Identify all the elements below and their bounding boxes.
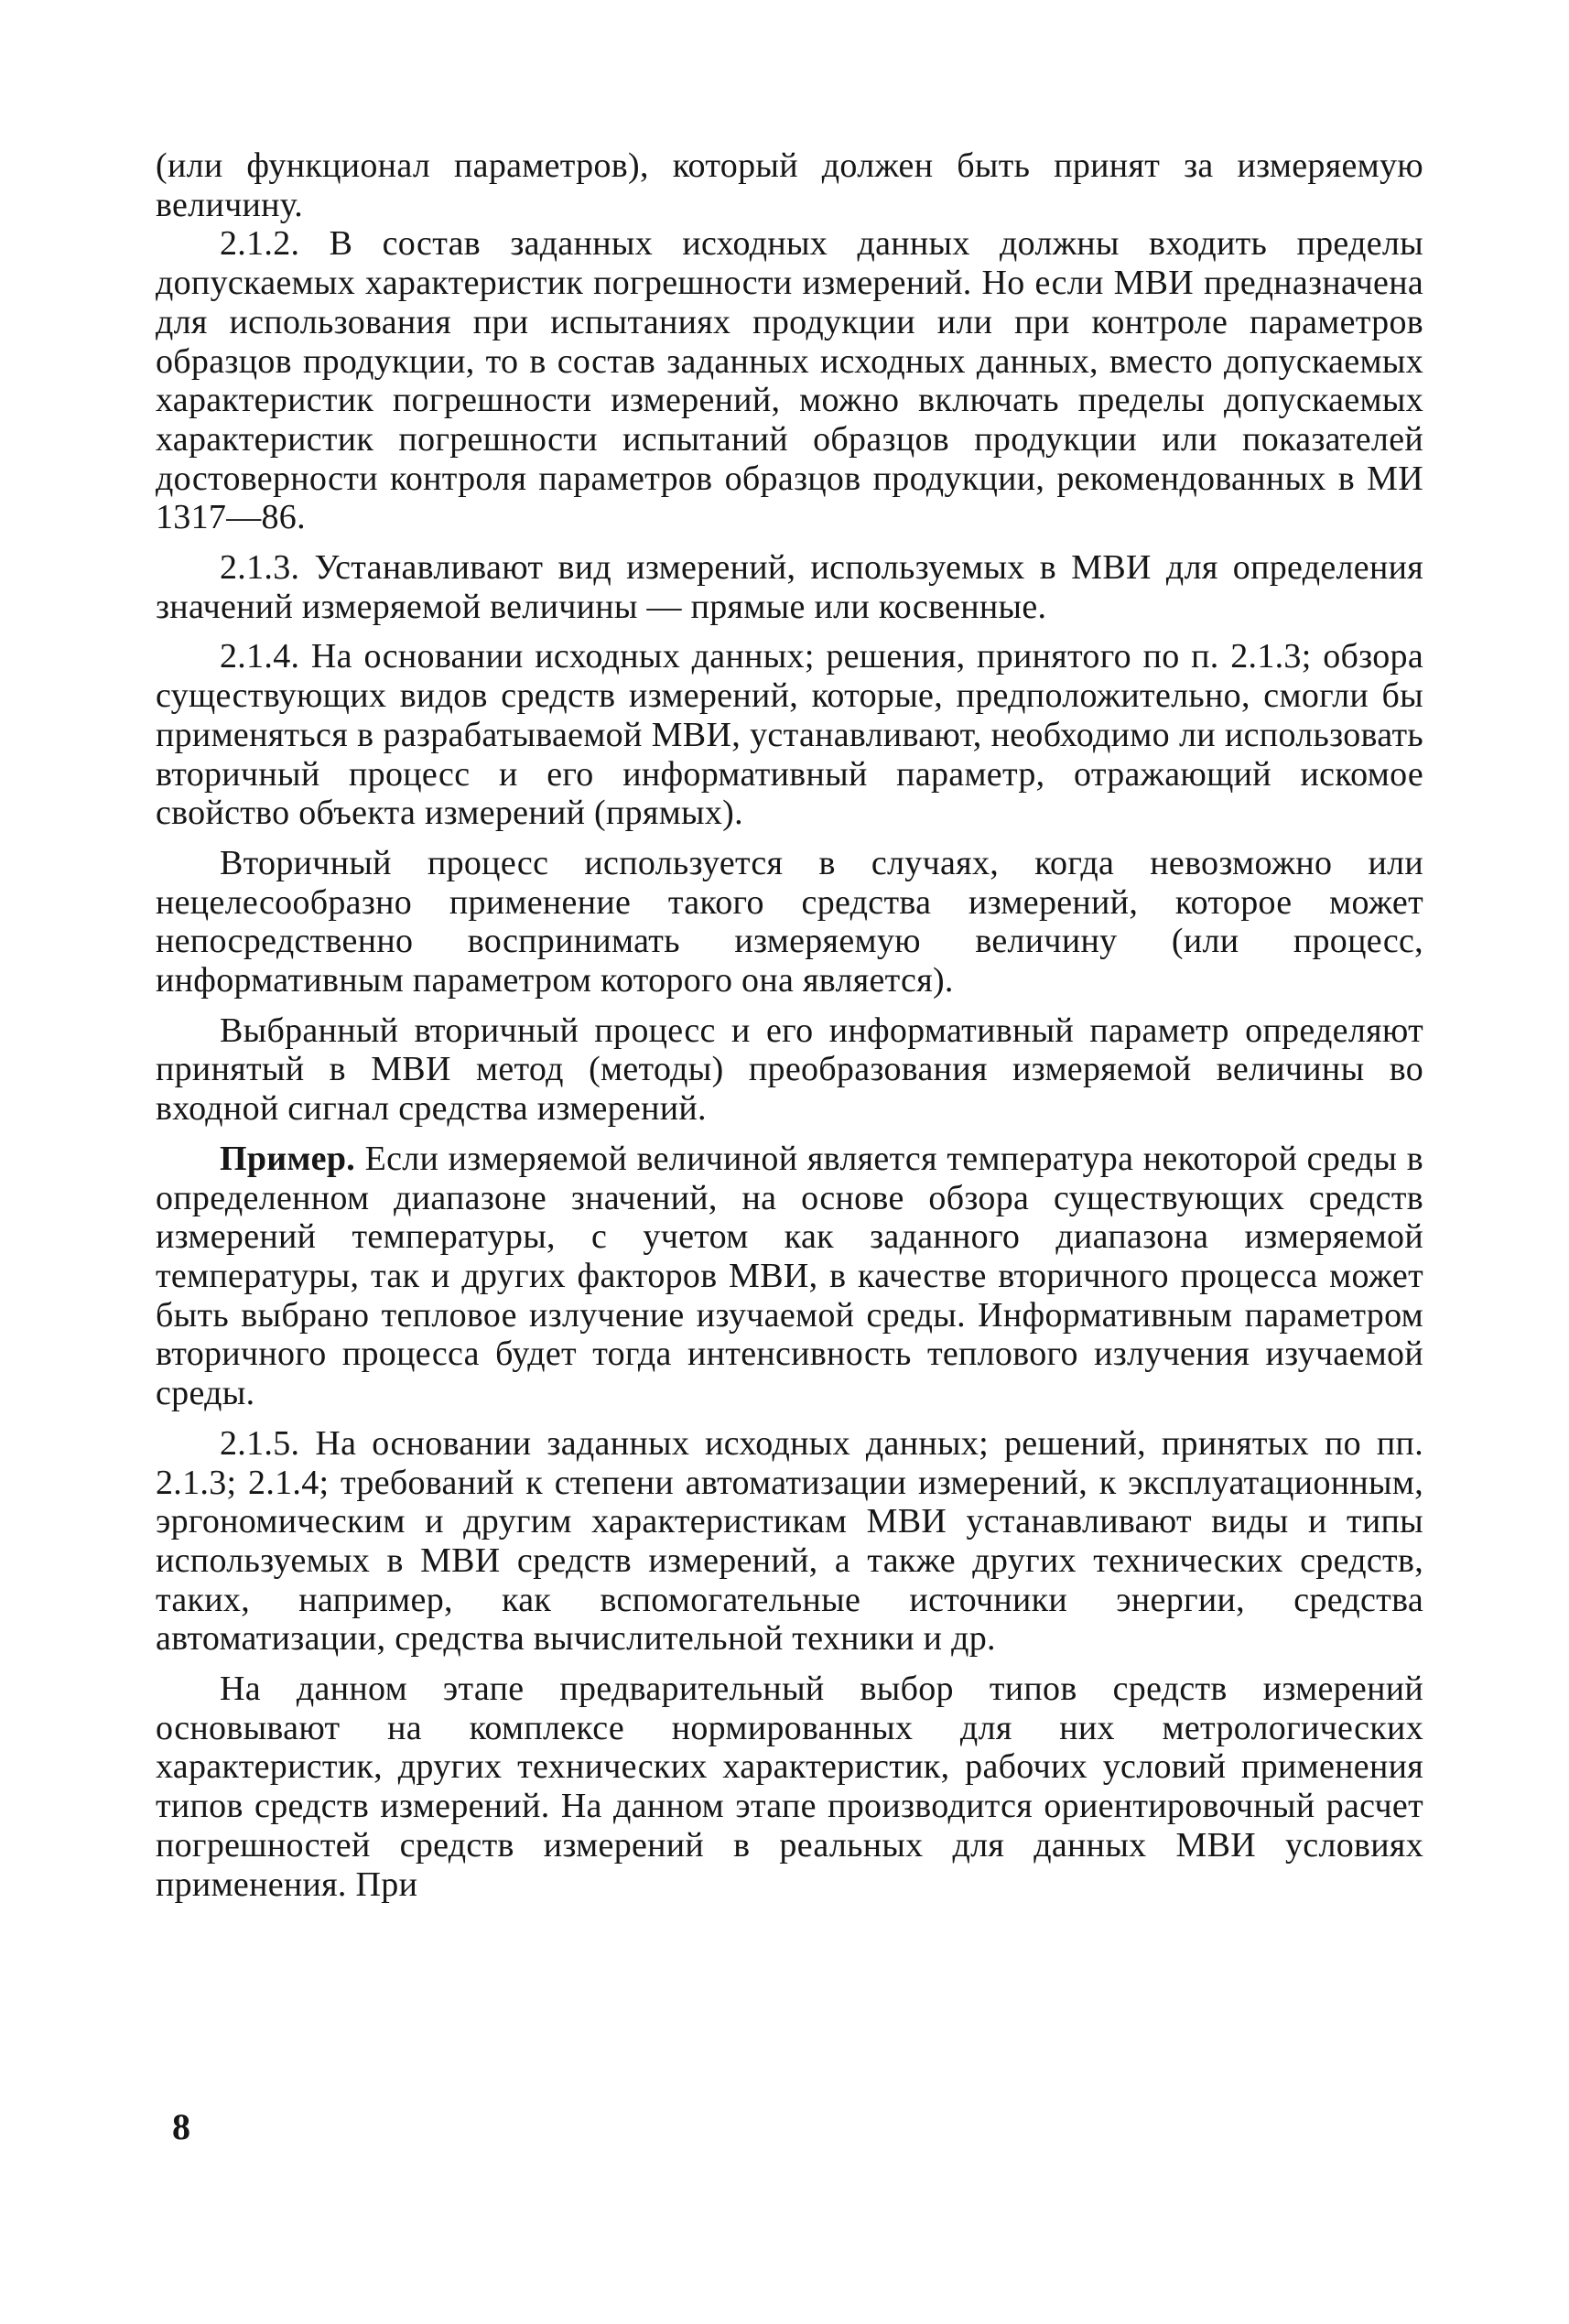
paragraph-2-1-5: 2.1.5. На основании заданных исходных данных; решений, принятых по пп. 2.1.3; 2.1.4; требований к степени автоматизации измерений, к эксплуатационным, эргономическим и другим характеристикам МВИ устанавливают виды и типы используемых в МВИ средств измерений, а также других технических средств, таких, например, как вспомогательные источники энергии, средства автоматизации, средства вычислительной техники и др.: [156, 1423, 1423, 1659]
page-number: 8: [172, 2106, 190, 2147]
paragraph-2-1-2: 2.1.2. В состав заданных исходных данных должны входить пределы допускаемых характеристик погрешности измерений. Но если МВИ предназначена для использования при испытаниях продукции или при контроле параметров образцов продукции, то в состав заданных исходных данных, вместо допускаемых характеристик погрешности измерений, можно включать пределы допускаемых характеристик погрешности испытаний образцов продукции или показателей достоверности контроля параметров образцов продукции, рекомендованных в МИ 1317—86.: [156, 224, 1423, 537]
example-lead: Пример.: [220, 1139, 356, 1178]
example-text: Если измеряемой величиной является температура некоторой среды в определенном диапазоне значений, на основе обзора существующих средств измерений температуры, с учетом как заданного диапазона измеряемой температуры, так и других факторов МВИ, в качестве вторичного процесса может быть выбрано тепловое излучение изучаемой среды. Информативным параметром вторичного процесса будет тогда интенсивность теплового излучения изучаемой среды.: [156, 1139, 1423, 1413]
paragraph-selected-process: Выбранный вторичный процесс и его информативный параметр определяют принятый в МВИ метод (методы) преобразования измеряемой величины во входной сигнал средства измерений.: [156, 1011, 1423, 1129]
paragraph-preliminary-selection: На данном этапе предварительный выбор типов средств измерений основывают на комплексе нормированных для них метрологических характеристик, других технических характеристик, рабочих условий применения типов средств измерений. На данном этапе производится ориентировочный расчет погрешностей средств измерений в реальных для данных МВИ условиях применения. При: [156, 1670, 1423, 1904]
paragraph-secondary-process: Вторичный процесс используется в случаях, когда невозможно или нецелесообразно применение такого средства измерений, которое может непосредственно воспринимать измеряемую величину (или процесс, информативным параметром которого она является).: [156, 843, 1423, 1000]
paragraph-example: [156, 1140, 1423, 1413]
paragraph-continuation: (или функционал параметров), который должен быть принят за измеряемую величину.: [156, 146, 1423, 224]
paragraph-2-1-4: 2.1.4. На основании исходных данных; решения, принятого по п. 2.1.3; обзора существующих видов средств измерений, которые, предположительно, смогли бы применяться в разрабатываемой МВИ, устанавливают, необходимо ли использовать вторичный процесс и его информативный параметр, отражающий искомое свойство объекта измерений (прямых).: [156, 637, 1423, 833]
paragraph-2-1-3: 2.1.3. Устанавливают вид измерений, используемых в МВИ для определения значений измеряемой величины — прямые или косвенные.: [156, 548, 1423, 626]
page-body: [156, 146, 1423, 1904]
